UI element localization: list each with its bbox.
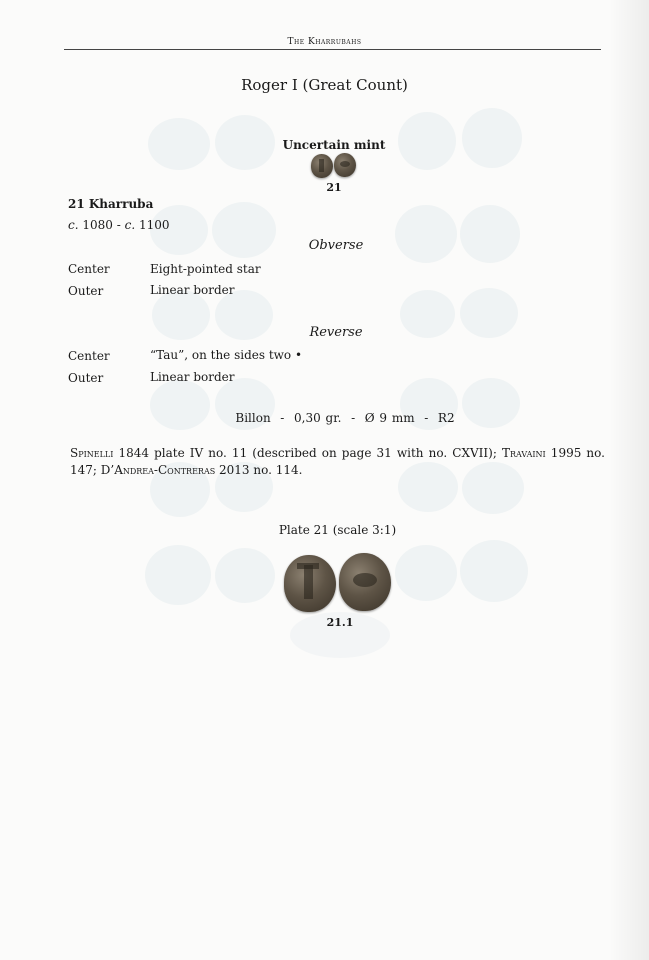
reference-author: D’Andrea-Contreras (100, 463, 216, 477)
obverse-center-value: Eight-pointed star (150, 262, 261, 276)
obverse-outer-label: Outer (68, 284, 104, 298)
bleed-through-coin (460, 205, 520, 263)
date-from: 1080 (82, 218, 113, 232)
type-heading: 21 Kharruba (68, 197, 154, 211)
reference-text: 1844 plate IV no. 11 (described on page 31 with no. CXVII); (113, 446, 502, 460)
plate-coin-reverse (339, 553, 391, 611)
reference-text: 2013 no. 114. (215, 463, 303, 477)
reference-author: Spinelli (70, 446, 114, 460)
reverse-center-value: “Tau”, on the sides two • (150, 348, 303, 362)
coin-obverse-thumbnail (311, 154, 333, 178)
reverse-outer-value: Linear border (150, 370, 235, 384)
circa-prefix: c. (124, 218, 136, 232)
reverse-center-label: Center (68, 349, 110, 363)
bleed-through-coin (145, 545, 211, 605)
circa-prefix: c. (68, 218, 79, 232)
plate-coin-obverse (284, 555, 336, 612)
plate-coin-number: 21.1 (326, 616, 354, 629)
page-title: Roger I (Great Count) (241, 76, 408, 94)
obverse-center-label: Center (68, 262, 110, 276)
header-rule (64, 49, 601, 50)
bleed-through-coin (395, 545, 457, 601)
bleed-through-coin (395, 205, 457, 263)
plate-label: Plate 21 (scale 3:1) (278, 523, 397, 537)
reference-author: Travaini (501, 446, 546, 460)
date-range (68, 218, 170, 232)
obverse-title: Obverse (308, 238, 364, 253)
running-header: The Kharrubahs (287, 37, 362, 47)
coin-number: 21 (326, 181, 342, 194)
bibliography-references (70, 445, 605, 479)
date-to: 1100 (139, 218, 170, 232)
reverse-outer-label: Outer (68, 371, 104, 385)
reference-text: 1995 no. 147; (70, 446, 605, 477)
bleed-through-coin (460, 540, 528, 602)
coin-specs: Billon - 0,30 gr. - Ø 9 mm - R2 (235, 411, 455, 425)
bleed-through-coin (215, 548, 275, 603)
obverse-outer-value: Linear border (150, 283, 235, 297)
reverse-title: Reverse (309, 325, 363, 340)
date-separator: - (116, 218, 121, 232)
mint-label: Uncertain mint (282, 138, 386, 152)
coin-reverse-thumbnail (334, 153, 356, 177)
